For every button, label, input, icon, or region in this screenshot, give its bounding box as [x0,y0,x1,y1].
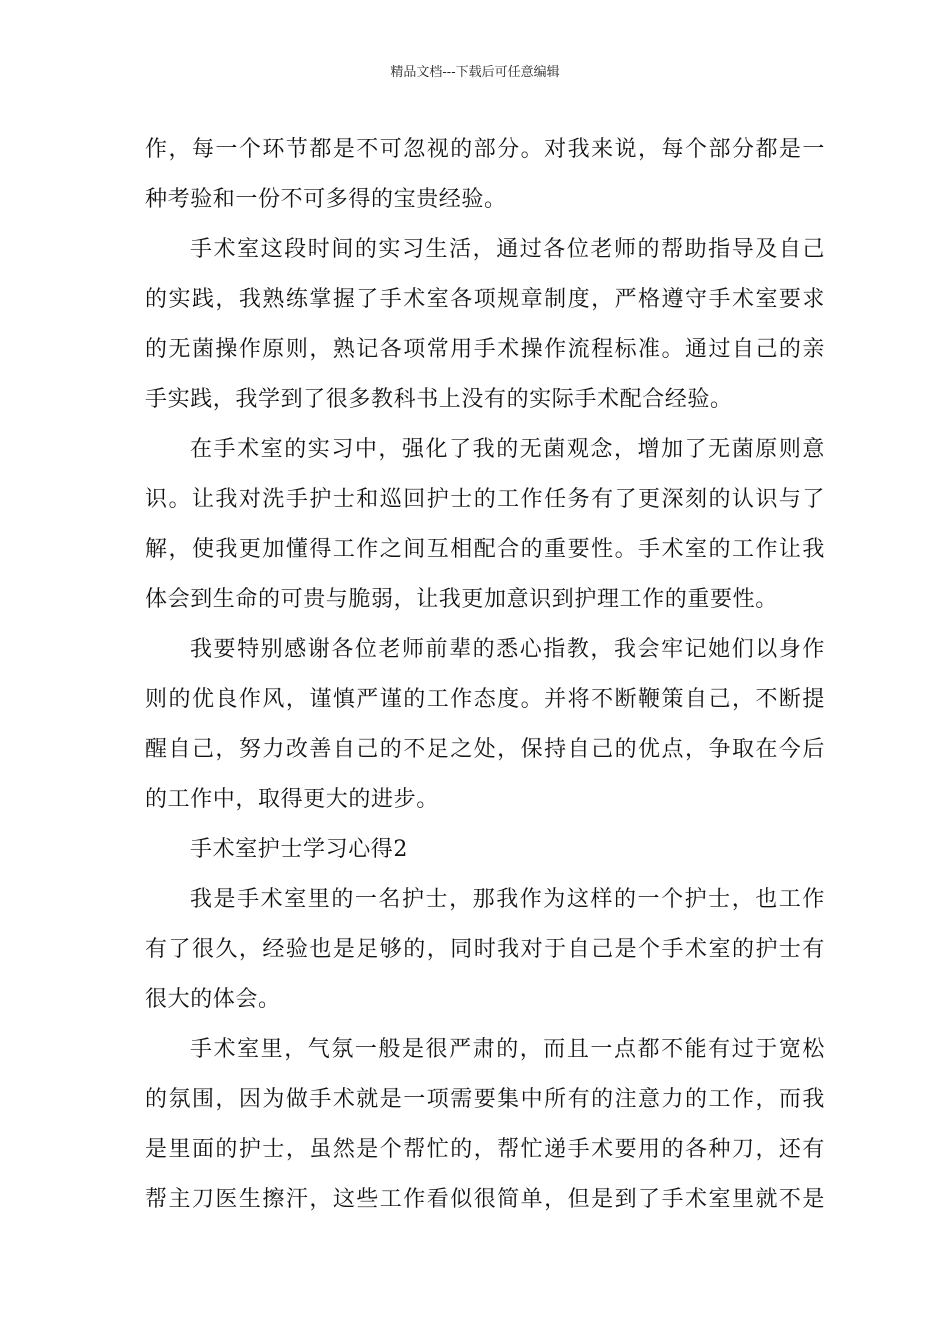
text-line: 帮主刀医生擦汗，这些工作看似很简单，但是到了手术室里就不是 [145,1187,825,1212]
text-line: 解，使我更加懂得工作之间互相配合的重要性。手术室的工作让我 [145,537,825,562]
text-line: 是里面的护士，虽然是个帮忙的，帮忙递手术要用的各种刀，还有 [145,1137,825,1162]
text-line: 醒自己，努力改善自己的不足之处，保持自己的优点，争取在今后 [145,737,825,762]
paragraph-first-line: 手术室这段时间的实习生活，通过各位老师的帮助指导及自己 [190,237,825,262]
section-heading: 手术室护士学习心得2 [190,837,408,862]
text-line: 的氛围，因为做手术就是一项需要集中所有的注意力的工作，而我 [145,1087,825,1112]
text-line: 有了很久，经验也是足够的，同时我对于自己是个手术室的护士有 [145,937,825,962]
text-line: 体会到生命的可贵与脆弱，让我更加意识到护理工作的重要性。 [145,587,778,612]
text-line: 则的优良作风，谨慎严谨的工作态度。并将不断鞭策自己，不断提 [145,687,825,712]
text-line: 的工作中，取得更大的进步。 [145,787,439,812]
paragraph-first-line: 在手术室的实习中，强化了我的无菌观念，增加了无菌原则意 [190,437,825,462]
paragraph-first-line: 我是手术室里的一名护士，那我作为这样的一个护士，也工作 [190,887,825,912]
text-line: 种考验和一份不可多得的宝贵经验。 [145,187,507,212]
text-line: 的实践，我熟练掌握了手术室各项规章制度，严格遵守手术室要求 [145,287,825,312]
text-line: 很大的体会。 [145,987,281,1012]
text-line: 作，每一个环节都是不可忽视的部分。对我来说，每个部分都是一 [145,137,825,162]
text-line: 手实践，我学到了很多教科书上没有的实际手术配合经验。 [145,387,733,412]
page-header: 精品文档---下载后可任意编辑 [390,65,560,80]
text-line: 的无菌操作原则，熟记各项常用手术操作流程标准。通过自己的亲 [145,337,825,362]
paragraph-first-line: 手术室里，气氛一般是很严肃的，而且一点都不能有过于宽松 [190,1037,825,1062]
paragraph-first-line: 我要特别感谢各位老师前辈的悉心指教，我会牢记她们以身作 [190,637,825,662]
text-line: 识。让我对洗手护士和巡回护士的工作任务有了更深刻的认识与了 [145,487,825,512]
